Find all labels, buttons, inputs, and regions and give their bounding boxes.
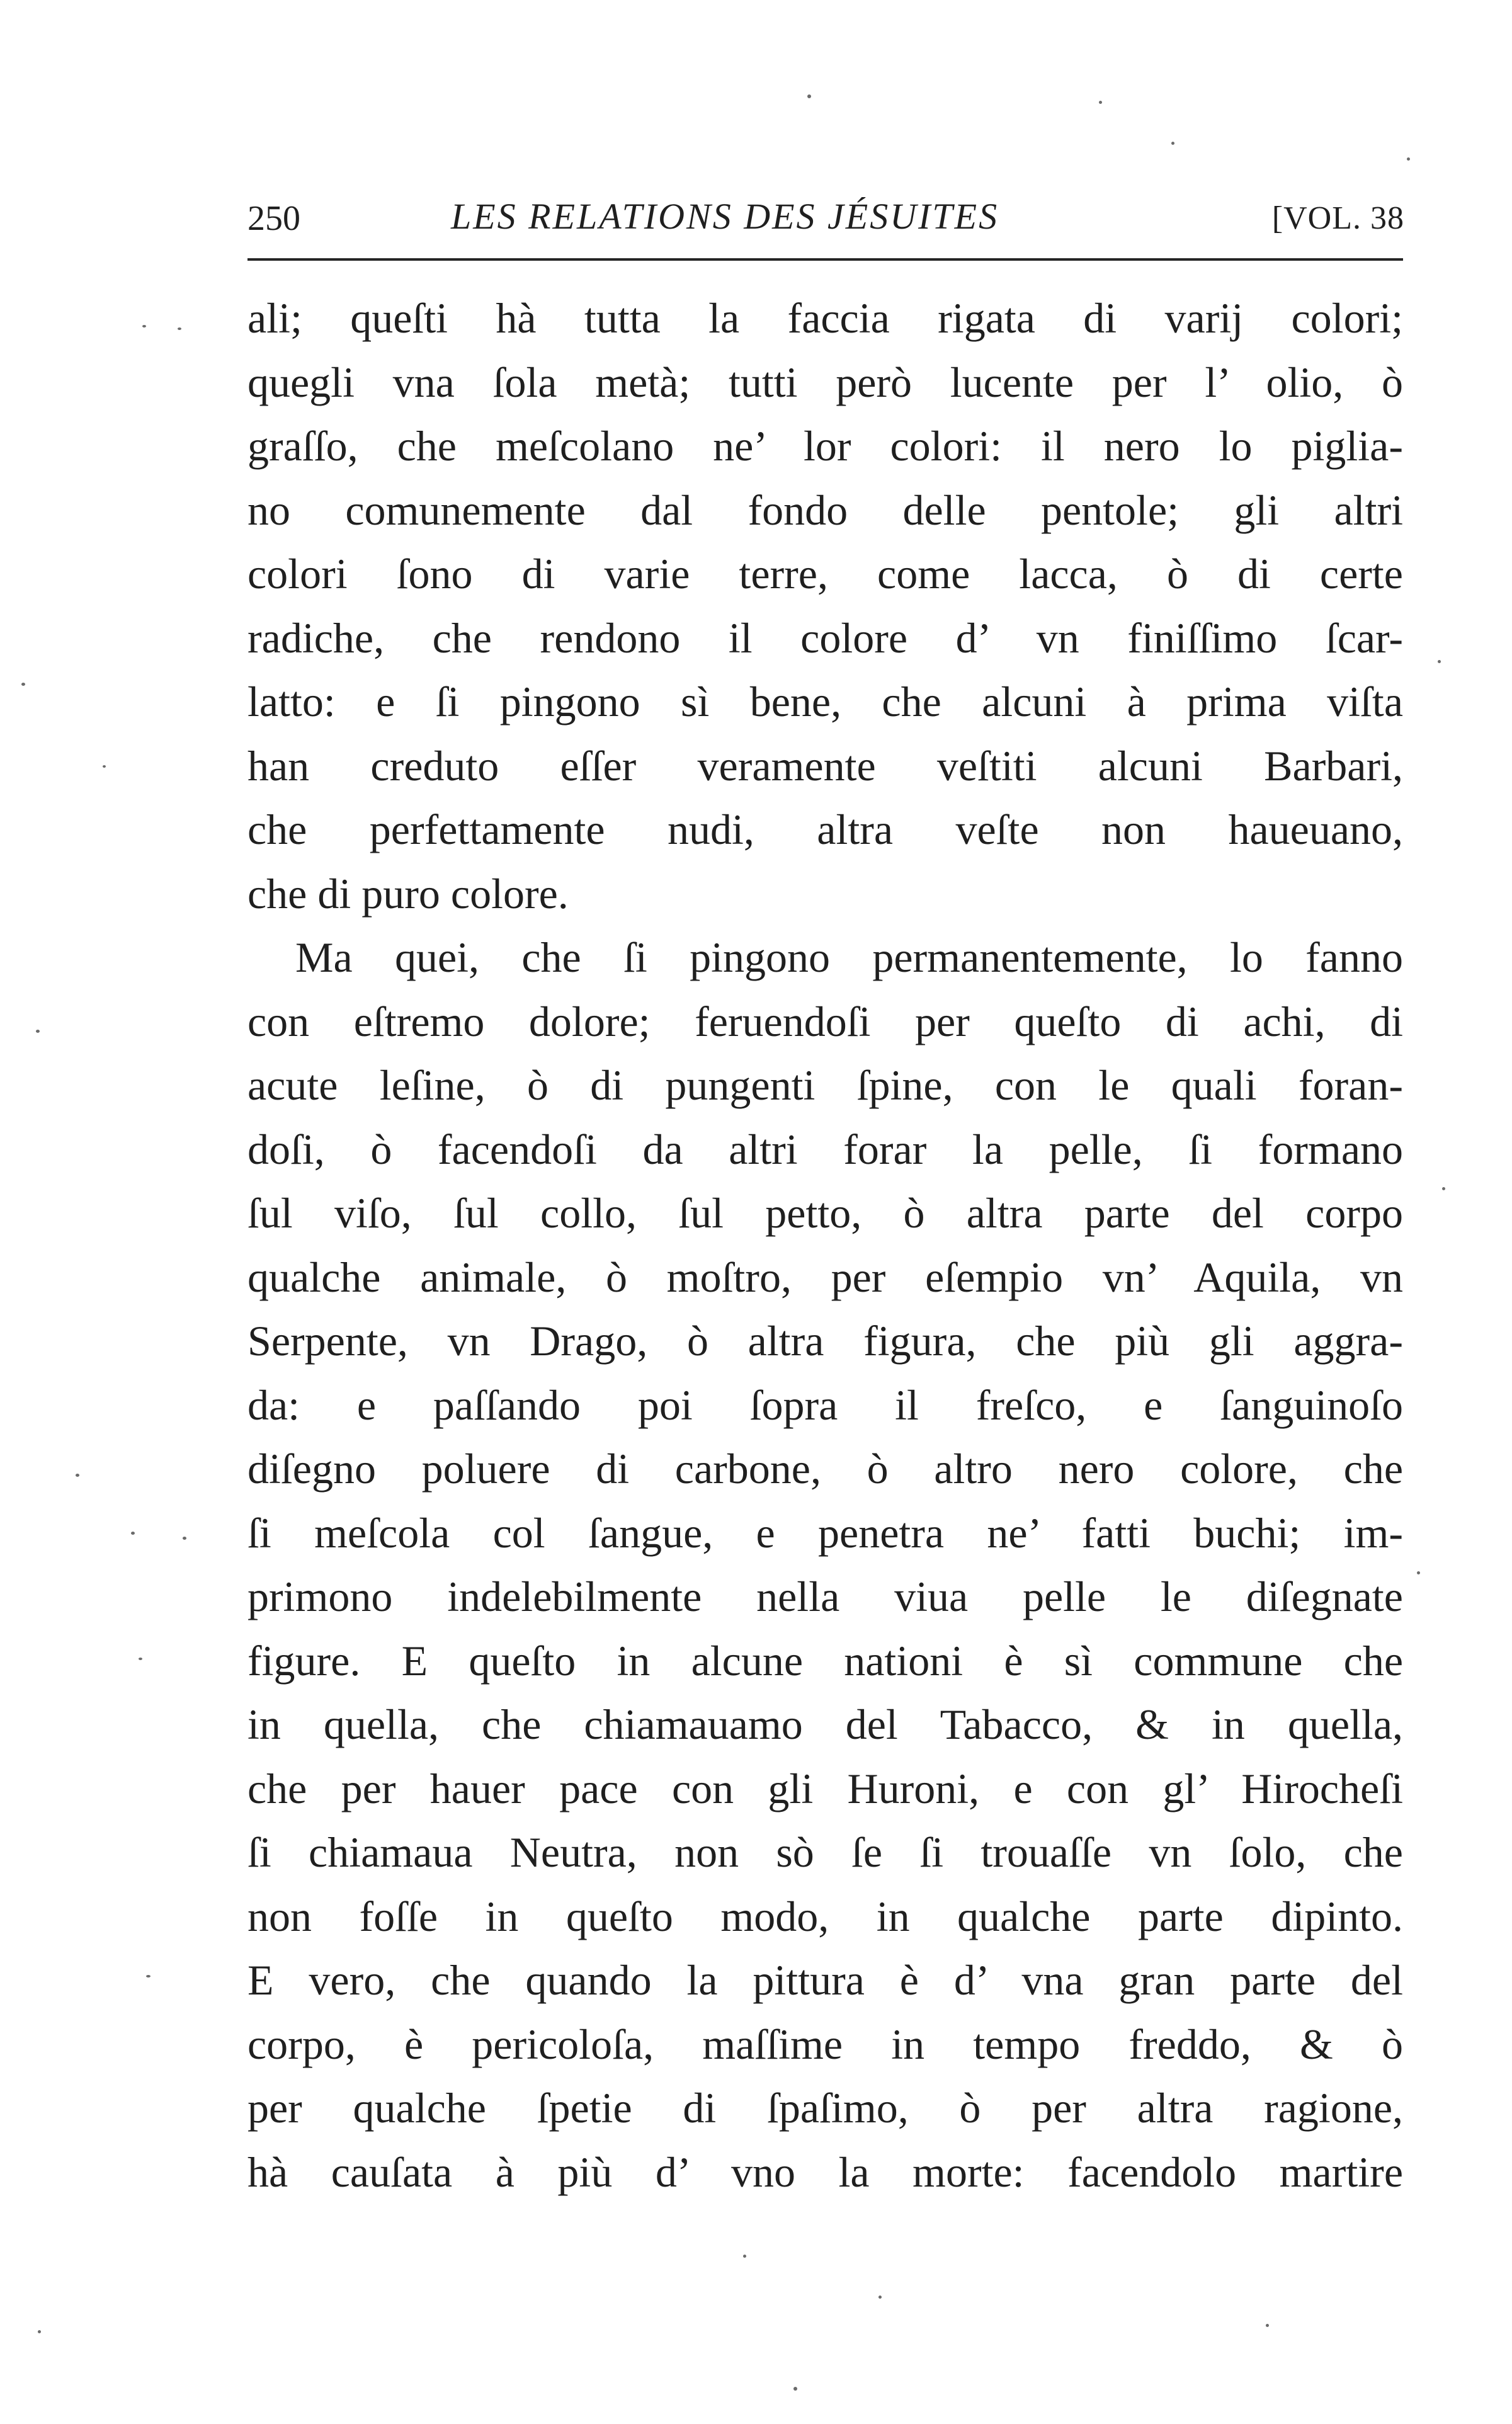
scan-speck — [103, 765, 106, 768]
scan-speck — [142, 325, 146, 327]
text-line: quegli vna ſola metà; tutti però lucente per l’ olio, ò — [247, 358, 1403, 406]
text-line: primono indelebilmente nella viua pelle le diſegnate — [247, 1573, 1403, 1620]
running-header — [247, 179, 1404, 249]
scan-speck — [139, 1658, 142, 1660]
text-line: hà cauſata à più d’ vno la morte: facendolo martire — [247, 2148, 1403, 2196]
paragraph-2 — [247, 926, 1403, 2204]
scan-speck — [146, 1975, 151, 1977]
volume-label: [VOL. 38 — [1271, 200, 1404, 236]
scan-speck — [76, 1474, 79, 1477]
text-line: han creduto eſſer veramente veſtiti alcuni Barbari, — [247, 741, 1403, 790]
text-line: diſegno poluere di carbone, ò altro nero colore, che — [247, 1445, 1403, 1493]
text-line: radiche, che rendono il colore d’ vn finiſſimo ſcar- — [247, 613, 1403, 662]
text-line: corpo, è pericoloſa, maſſime in tempo freddo, & ò — [247, 2020, 1403, 2068]
scan-speck — [183, 1537, 186, 1540]
text-line: con eſtremo dolore; feruendoſi per queſto di achi, di — [247, 997, 1403, 1045]
scan-speck — [793, 2387, 797, 2391]
text-line: per qualche ſpetie di ſpaſimo, ò per altra ragione, — [247, 2084, 1403, 2132]
paragraph-1 — [247, 287, 1403, 926]
body-text — [247, 287, 1403, 2302]
scan-speck — [878, 2296, 882, 2299]
scan-speck — [178, 327, 181, 330]
text-line: E vero, che quando la pittura è d’ vna gran parte del — [247, 1956, 1403, 2004]
text-line: Serpente, vn Drago, ò altra figura, che più gli aggra- — [247, 1317, 1403, 1365]
text-line: no comunemente dal fondo delle pentole; gli altri — [247, 486, 1403, 534]
running-title: LES RELATIONS DES JÉSUITES — [451, 196, 999, 237]
scan-speck — [807, 94, 811, 98]
scan-speck — [1417, 1571, 1420, 1574]
text-line: non foſſe in queſto modo, in qualche parte dipinto. — [247, 1892, 1403, 1940]
text-line: ſul viſo, ſul collo, ſul petto, ò altra parte del corpo — [247, 1189, 1403, 1237]
scan-speck — [1407, 157, 1410, 161]
scan-speck — [38, 2330, 41, 2333]
text-line: da: e paſſando poi ſopra il freſco, e ſanguinoſo — [247, 1380, 1403, 1429]
text-line: che di puro colore. — [247, 869, 569, 918]
text-line: ali; queſti hà tutta la faccia rigata di varij colori; — [247, 294, 1403, 342]
text-line: latto: e ſi pingono sì bene, che alcuni à prima viſta — [247, 678, 1403, 725]
text-line: che per hauer pace con gli Huroni, e con gl’ Hirocheſi — [247, 1764, 1403, 1812]
text-line: che perfettamente nudi, altra veſte non haueuano, — [247, 805, 1403, 853]
scan-speck — [1266, 2324, 1269, 2327]
text-line: graſſo, che meſcolano ne’ lor colori: il nero lo piglia- — [247, 422, 1403, 470]
scan-speck — [36, 1030, 40, 1033]
text-line: figure. E queſto in alcune nationi è sì commune che — [247, 1636, 1403, 1685]
text-line: ſi chiamaua Neutra, non sò ſe ſi trouaſſe vn ſolo, che — [247, 1828, 1403, 1876]
scan-speck — [21, 683, 25, 686]
scan-speck — [1442, 1187, 1445, 1190]
scan-speck — [1438, 660, 1441, 663]
scan-speck — [1171, 142, 1174, 145]
scan-speck — [743, 2255, 746, 2258]
header-rule — [247, 258, 1403, 261]
text-line: qualche animale, ò moſtro, per eſempio vn’ Aquila, vn — [247, 1253, 1403, 1301]
text-line: acute leſine, ò di pungenti ſpine, con le quali foran- — [247, 1061, 1403, 1109]
text-line: ſi meſcola col ſangue, e penetra ne’ fatti buchi; im- — [247, 1508, 1403, 1557]
page-number: 250 — [247, 199, 300, 238]
text-line: doſi, ò facendoſi da altri forar la pelle, ſi formano — [247, 1125, 1403, 1173]
text-line: colori ſono di varie terre, come lacca, ò di certe — [247, 550, 1403, 598]
text-line: in quella, che chiamauamo del Tabacco, & in quella, — [247, 1700, 1403, 1748]
text-line: Ma quei, che ſi pingono permanentemente, lo fanno — [295, 933, 1403, 981]
scan-speck — [1099, 101, 1102, 104]
scan-speck — [131, 1532, 135, 1535]
